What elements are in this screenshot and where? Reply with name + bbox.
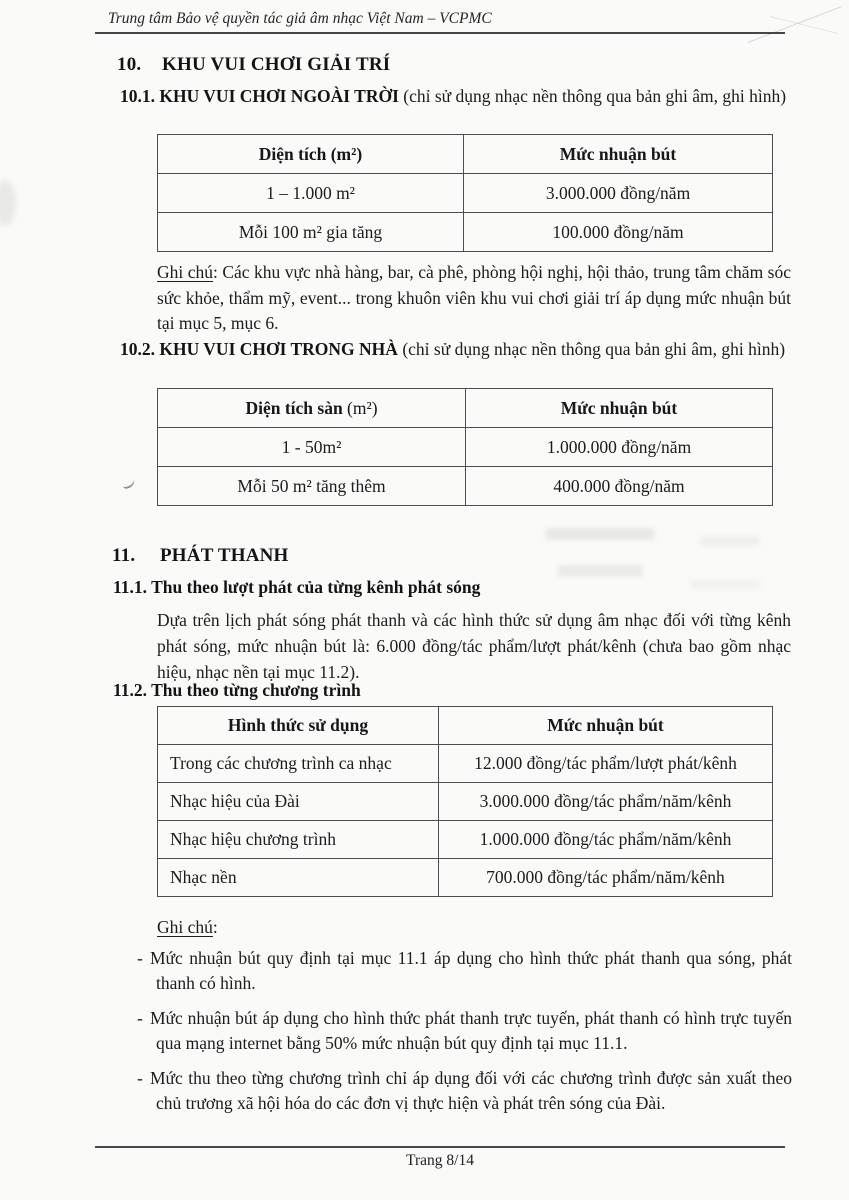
- subsection-title-suffix: (chỉ sử dụng nhạc nền thông qua bản ghi âm, ghi hình): [402, 339, 786, 359]
- paragraph-11-1: [157, 607, 791, 685]
- subsection-title: Thu theo lượt phát của từng kênh phát sóng: [151, 577, 481, 597]
- table-row: [158, 821, 773, 859]
- section-number: 10.: [117, 54, 142, 75]
- subsection-title: Thu theo từng chương trình: [151, 680, 361, 700]
- section-11-2-heading: [113, 680, 361, 701]
- table-cell: Nhạc hiệu của Đài: [158, 783, 439, 821]
- bullet-marker: -: [137, 948, 143, 968]
- column-header: Mức nhuận bút: [439, 707, 773, 745]
- subsection-number: 10.2.: [120, 339, 155, 359]
- note-11-list: [137, 946, 792, 1126]
- table-header-row: [158, 135, 773, 174]
- table-cell: 3.000.000 đồng/tác phẩm/năm/kênh: [439, 783, 773, 821]
- table-header-row: [158, 707, 773, 745]
- table-row: [158, 783, 773, 821]
- section-10-1-heading: [120, 84, 792, 109]
- note-colon: :: [212, 917, 218, 937]
- section-title: PHÁT THANH: [160, 545, 289, 566]
- table-row: [158, 174, 773, 213]
- indoor-playground-fee-table: [157, 388, 773, 506]
- scan-smudge-artifact: [0, 180, 16, 226]
- note-11-label: [157, 915, 791, 941]
- bleedthrough-artifact: [545, 528, 655, 540]
- section-number: 11.: [112, 545, 136, 566]
- column-header: Diện tích (m²): [158, 135, 464, 174]
- header-text: Trung tâm Bảo vệ quyền tác giả âm nhạc Việt Nam – VCPMC: [108, 10, 492, 27]
- note-text: : Các khu vực nhà hàng, bar, cà phê, phòng hội nghị, hội thảo, trung tâm chăm sóc sức khỏe, thẩm mỹ, event... trong khuôn viên khu vui chơi giải trí áp dụng mức nhuận bút tại mục 5, mục 6.: [157, 262, 791, 333]
- list-item: [137, 946, 792, 995]
- table-cell: Mỗi 100 m² gia tăng: [158, 213, 464, 252]
- table-row: [158, 428, 773, 467]
- table-cell: 1 - 50m²: [158, 428, 466, 467]
- table-row: [158, 213, 773, 252]
- table-cell: 400.000 đồng/năm: [466, 467, 773, 506]
- list-item-text: Mức nhuận bút áp dụng cho hình thức phát thanh trực tuyến, phát thanh có hình trực tuyến qua mạng internet bằng 50% mức nhuận bút quy định tại mục 11.1.: [150, 1008, 792, 1053]
- subsection-title: KHU VUI CHƠI NGOÀI TRỜI: [159, 86, 399, 106]
- table-header-row: [158, 389, 773, 428]
- pen-mark-artifact: [121, 476, 136, 490]
- table-cell: Nhạc hiệu chương trình: [158, 821, 439, 859]
- note-label: Ghi chú: [157, 917, 213, 937]
- column-header: Mức nhuận bút: [464, 135, 773, 174]
- list-item: [137, 1066, 792, 1115]
- subsection-title-suffix: (chỉ sử dụng nhạc nền thông qua bản ghi âm, ghi hình): [403, 86, 787, 106]
- section-title: KHU VUI CHƠI GIẢI TRÍ: [162, 54, 391, 75]
- note-10-1: [157, 260, 791, 337]
- table-row: [158, 467, 773, 506]
- page-header: [95, 10, 785, 34]
- column-header: Hình thức sử dụng: [158, 707, 439, 745]
- section-10-heading: [117, 54, 390, 76]
- bleedthrough-artifact: [700, 536, 760, 546]
- bullet-marker: -: [137, 1068, 143, 1088]
- table-cell: 700.000 đồng/tác phẩm/năm/kênh: [439, 859, 773, 897]
- subsection-title: KHU VUI CHƠI TRONG NHÀ: [159, 339, 398, 359]
- column-header: Mức nhuận bút: [466, 389, 773, 428]
- section-11-1-heading: [113, 577, 480, 598]
- bullet-marker: -: [137, 1008, 143, 1028]
- table-cell: 3.000.000 đồng/năm: [464, 174, 773, 213]
- list-item-text: Mức nhuận bút quy định tại mục 11.1 áp dụng cho hình thức phát thanh qua sóng, phát thanh có hình.: [150, 948, 792, 993]
- table-cell: 100.000 đồng/năm: [464, 213, 773, 252]
- list-item-text: Mức thu theo từng chương trình chỉ áp dụng đối với các chương trình được sản xuất theo chủ trương xã hội hóa do các đơn vị thực hiện và phát trên sóng của Đài.: [150, 1068, 792, 1113]
- table-cell: 12.000 đồng/tác phẩm/lượt phát/kênh: [439, 745, 773, 783]
- page-number-text: Trang 8/14: [406, 1152, 474, 1169]
- column-header: Diện tích sàn (m²): [158, 389, 466, 428]
- table-cell: 1.000.000 đồng/năm: [466, 428, 773, 467]
- section-10-2-heading: [120, 337, 792, 362]
- outdoor-playground-fee-table: [157, 134, 773, 252]
- note-label: Ghi chú: [157, 262, 213, 282]
- footer-rule: [95, 1146, 785, 1148]
- subsection-number: 11.1.: [113, 577, 148, 597]
- list-item: [137, 1006, 792, 1055]
- subsection-number: 11.2.: [113, 680, 148, 700]
- section-11-heading: [112, 545, 289, 567]
- table-cell: 1.000.000 đồng/tác phẩm/năm/kênh: [439, 821, 773, 859]
- table-cell: Trong các chương trình ca nhạc: [158, 745, 439, 783]
- bleedthrough-artifact: [558, 565, 643, 577]
- table-cell: Mỗi 50 m² tăng thêm: [158, 467, 466, 506]
- page-number: [95, 1152, 785, 1170]
- bleedthrough-artifact: [690, 580, 760, 589]
- table-cell: 1 – 1.000 m²: [158, 174, 464, 213]
- table-row: [158, 745, 773, 783]
- table-cell: Nhạc nền: [158, 859, 439, 897]
- paragraph-text: Dựa trên lịch phát sóng phát thanh và các hình thức sử dụng âm nhạc đối với từng kênh phát sóng, mức nhuận bút là: 6.000 đồng/tác phẩm/lượt phát/kênh (chưa bao gồm nhạc hiệu, nhạc nền tại mục 11.2).: [157, 610, 791, 682]
- radio-program-fee-table: [157, 706, 773, 897]
- table-row: [158, 859, 773, 897]
- subsection-number: 10.1.: [120, 86, 155, 106]
